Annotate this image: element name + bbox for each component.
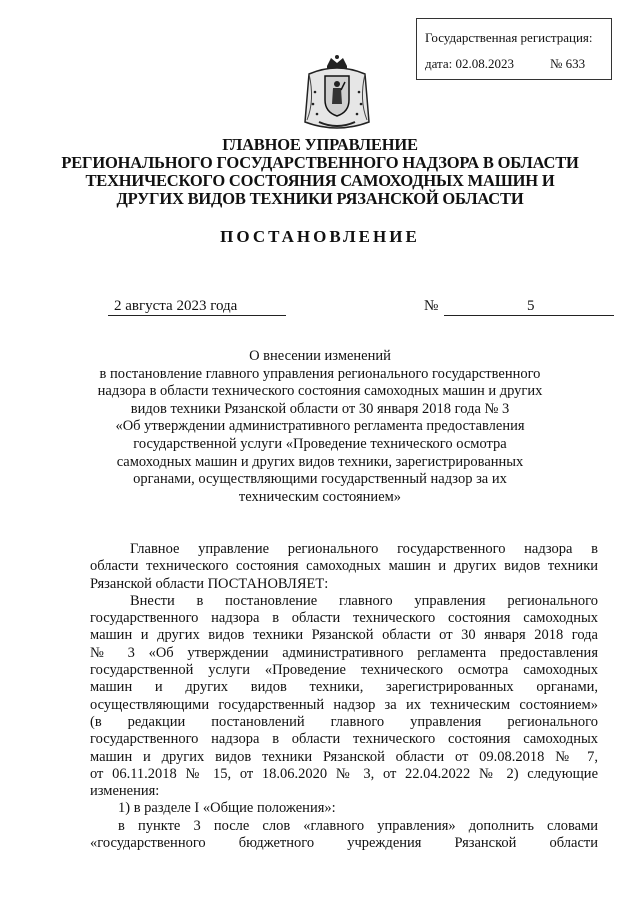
date-underline (108, 315, 286, 316)
body-line: № 3 «Об утверждении административного регламента предоставления (90, 644, 598, 661)
number-underline (444, 315, 614, 316)
body-line: машин и других видов техники Рязанской области от 09.08.2018 № 7, (90, 748, 598, 765)
document-number: 5 (527, 298, 535, 314)
subject-line: органами, осуществляющими государственный надзор за их (133, 471, 507, 488)
registration-number: № 633 (550, 56, 586, 71)
body-line: 1) в разделе I «Общие положения»: (118, 800, 336, 817)
org-title-line: ДРУГИХ ВИДОВ ТЕХНИКИ РЯЗАНСКОЙ ОБЛАСТИ (116, 189, 524, 208)
registration-date: дата: 02.08.2023 (425, 56, 515, 71)
org-title-line: ТЕХНИЧЕСКОГО СОСТОЯНИЯ САМОХОДНЫХ МАШИН И (85, 171, 555, 190)
body-line: области технического состояния самоходных машин и других видов техники (90, 558, 598, 575)
body-line: в пункте 3 после слов «главного управления» дополнить словами (118, 817, 598, 834)
subject-line: видов техники Рязанской области от 30 января 2018 года № 3 (130, 400, 510, 417)
number-sign: № (424, 298, 439, 314)
registration-title: Государственная регистрация: (425, 30, 593, 45)
registration-stamp (416, 18, 612, 80)
document-date: 2 августа 2023 года (114, 298, 238, 314)
body-line: государственного надзора в области технического состояния самоходных (90, 731, 598, 748)
body-line: Рязанской области ПОСТАНОВЛЯЕТ: (90, 575, 329, 592)
subject-line: государственной услуги «Проведение технического осмотра (133, 435, 507, 452)
organization-title (40, 136, 600, 208)
subject-line: О внесении изменений (249, 348, 391, 364)
coat-of-arms-icon (295, 52, 379, 136)
subject-line: техническим состоянием» (238, 488, 402, 505)
body-line: (в редакции постановлений главного управления регионального (90, 713, 598, 730)
document-type: ПОСТАНОВЛЕНИЕ (220, 227, 420, 246)
document-subject (60, 348, 580, 506)
org-title-line: РЕГИОНАЛЬНОГО ГОСУДАРСТВЕННОГО НАДЗОРА В ОБЛАСТИ (61, 153, 579, 172)
org-title-line: ГЛАВНОЕ УПРАВЛЕНИЕ (222, 135, 418, 154)
subject-line: «Об утверждении административного регламента предоставления (115, 418, 525, 435)
body-line: государственной услуги «Проведение технического осмотра самоходных (90, 662, 598, 679)
body-line: машин и других видов техники Рязанской области от 30 января 2018 года (90, 627, 598, 644)
body-line: изменения: (90, 783, 160, 800)
body-line: от 06.11.2018 № 15, от 18.06.2020 № 3, от 22.04.2022 № 2) следующие (90, 765, 598, 782)
subject-line: самоходных машин и других видов техники, зарегистрированных (116, 453, 524, 470)
body-line: Внести в постановление главного управления регионального (130, 592, 598, 609)
document-body (90, 541, 598, 852)
subject-line: надзора в области технического состояния самоходных машин и других (97, 383, 543, 400)
body-line: осуществляющими государственный надзор за их техническим состоянием» (90, 696, 598, 713)
body-line: «государственного бюджетного учреждения Рязанской области (90, 835, 598, 852)
subject-line: в постановление главного управления регионального государственного (99, 365, 541, 382)
body-line: машин и других видов техники, зарегистрированных органами, (90, 679, 598, 696)
body-line: Главное управление регионального государственного надзора в (130, 541, 598, 557)
body-line: государственного надзора в области технического состояния самоходных (90, 610, 598, 627)
